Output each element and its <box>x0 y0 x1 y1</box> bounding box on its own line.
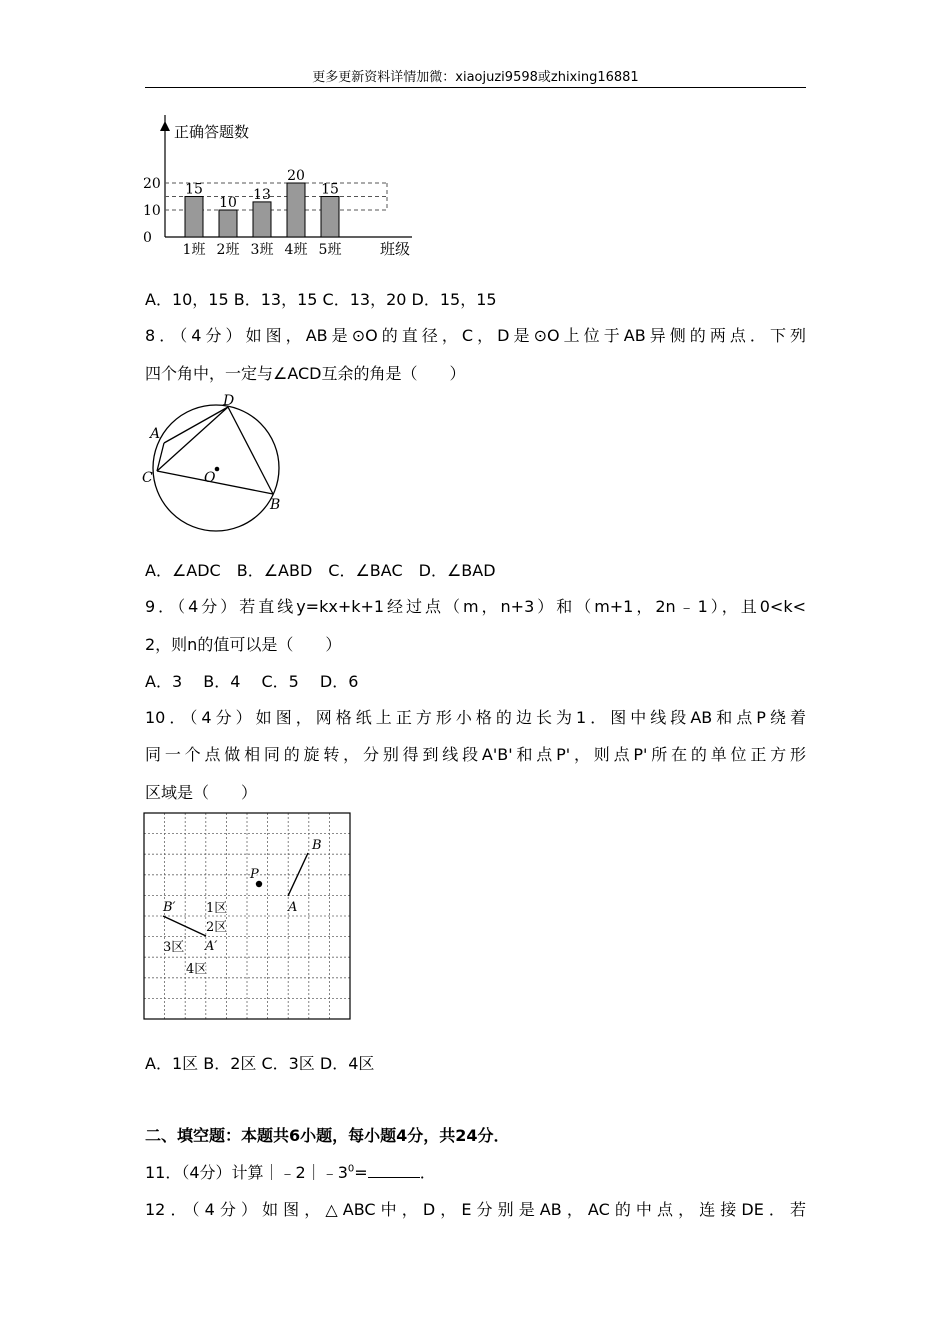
label-c: C <box>142 470 153 486</box>
q11-end: ． <box>419 1163 436 1182</box>
q8-line2: 四个角中，一定与∠ACD互余的角是（ ） <box>145 364 466 383</box>
label-a: A <box>288 900 298 915</box>
q9-options: A．3 B．4 C．5 D．6 <box>145 672 359 691</box>
zone-4-label: 4区 <box>186 962 208 977</box>
label-d: D <box>223 393 235 409</box>
data-label: 10 <box>219 195 237 211</box>
y-tick-label: 20 <box>143 176 161 192</box>
label-o: O <box>204 470 216 486</box>
bar-4 <box>287 183 305 237</box>
header-rule <box>145 87 806 88</box>
label-a: A <box>150 426 161 442</box>
data-label: 15 <box>321 181 339 198</box>
label-b: B <box>270 497 281 513</box>
x-tick-label: 4班 <box>284 242 308 258</box>
zone-2-label: 2区 <box>206 920 228 935</box>
q11-line <box>145 1160 436 1183</box>
grid-figure <box>143 812 353 1022</box>
bar-1 <box>185 197 203 238</box>
q7-options: A．10，15 B．13，15 C．13，20 D．15，15 <box>145 290 497 309</box>
data-label: 15 <box>185 181 203 198</box>
q11-equals: = <box>354 1163 368 1182</box>
y-axis-label: 正确答题数 <box>174 123 250 141</box>
zone-1-label: 1区 <box>206 901 228 916</box>
y-tick-label: 0 <box>143 230 152 246</box>
label-b-prime: B′ <box>163 900 176 915</box>
section-2-title: 二、填空题：本题共6小题，每小题4分，共24分． <box>145 1126 510 1145</box>
q11-prefix: 11．（4分）计算｜﹣2｜﹣3 <box>145 1163 348 1182</box>
q10-line2: 同一个点做相同的旋转，分别得到线段A'B'和点P'，则点P'所在的单位正方形 <box>145 745 806 764</box>
label-a-prime: A′ <box>205 939 218 954</box>
label-p: P <box>250 867 259 882</box>
segment-db <box>228 407 273 494</box>
x-tick-label: 1班 <box>182 242 206 258</box>
y-axis-arrow <box>160 121 170 131</box>
x-tick-label: 3班 <box>250 242 274 258</box>
bar-5 <box>321 197 339 238</box>
x-tick-label: 5班 <box>318 242 342 258</box>
bar-2 <box>219 210 237 237</box>
bar-chart <box>140 115 430 265</box>
q8-line1: 8．（4分）如图，AB是⊙O的直径，C，D是⊙O上位于AB异侧的两点．下列 <box>145 326 806 345</box>
circle-figure <box>140 390 290 540</box>
q10-options: A．1区 B．2区 C．3区 D．4区 <box>145 1054 375 1073</box>
label-b: B <box>312 838 322 853</box>
q12-line1: 12．（4分）如图，△ABC中，D，E分别是AB，AC的中点，连接DE．若 <box>145 1200 806 1219</box>
q9-line2: 2，则n的值可以是（ ） <box>145 635 342 654</box>
q8-options: A．∠ADC B．∠ABD C．∠BAC D．∠BAD <box>145 561 496 580</box>
segment-cd <box>157 407 228 471</box>
data-label: 13 <box>253 186 271 203</box>
q10-line1: 10．（4分）如图，网格纸上正方形小格的边长为1．图中线段AB和点P绕着 <box>145 708 806 727</box>
q11-exponent: 0 <box>347 1163 355 1175</box>
segment-ca <box>157 443 164 471</box>
x-tick-label: 2班 <box>216 242 240 258</box>
zone-3-label: 3区 <box>163 940 185 955</box>
x-axis-label: 班级 <box>380 240 411 258</box>
q11-answer-blank <box>368 1163 420 1178</box>
data-label: 20 <box>287 168 305 184</box>
segment-ad <box>164 407 228 443</box>
y-tick-label: 10 <box>143 203 161 219</box>
page-header: 更多更新资料详情加微：xiaojuzi9598或zhixing16881 <box>312 70 639 85</box>
q9-line1: 9．（4分）若直线y=kx+k+1经过点（m，n+3）和（m+1，2n﹣1），且0<k< <box>145 597 806 616</box>
q10-line3: 区域是（ ） <box>145 783 258 802</box>
segment-a-prime-b-prime <box>163 916 206 936</box>
bar-3 <box>253 202 271 237</box>
